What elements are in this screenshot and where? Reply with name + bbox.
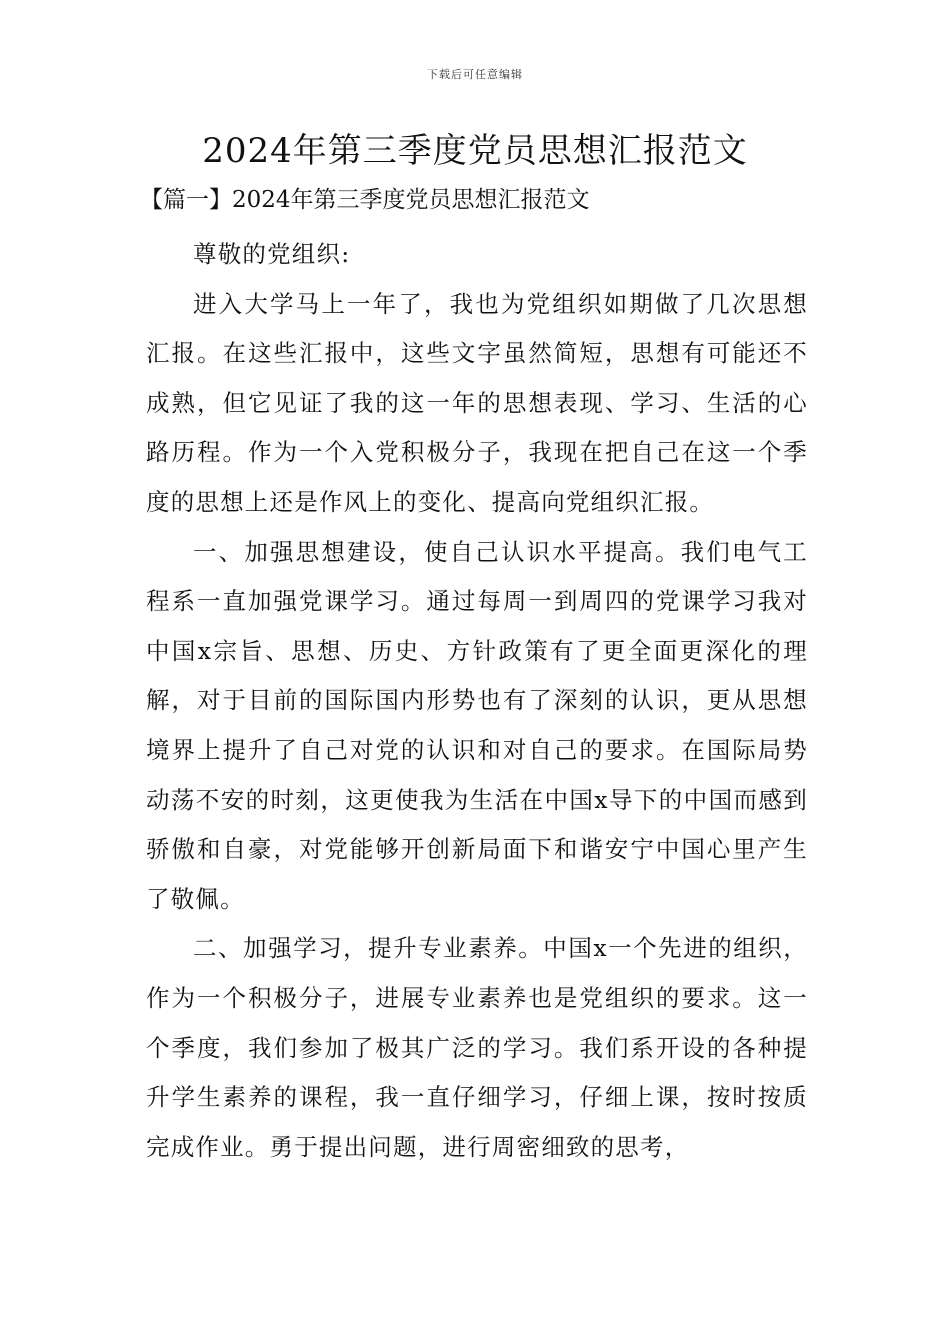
body-paragraph: 二、加强学习，提升专业素养。中国x一个先进的组织，作为一个积极分子，进展专业素养也是党组织的要求。这一个季度，我们参加了极其广泛的学习。我们系开设的各种提升学生素养的课程，我一直仔细学习，仔细上课，按时按质完成作业。勇于提出问题，进行周密细致的思考， (146, 934, 808, 1161)
body-paragraph: 进入大学马上一年了，我也为党组织如期做了几次思想汇报。在这些汇报中，这些文字虽然简短，思想有可能还不成熟，但它见证了我的这一年的思想表现、学习、生活的心路历程。作为一个入党积极分子，我现在把自己在这一个季度的思想上还是作风上的变化、提高向党组织汇报。 (146, 289, 808, 516)
body-paragraph: 一、加强思想建设，使自己认识水平提高。我们电气工程系一直加强党课学习。通过每周一到周四的党课学习我对中国x宗旨、思想、历史、方针政策有了更全面更深化的理解，对于目前的国际国内形势也有了深刻的认识，更从思想境界上提升了自己对党的认识和对自己的要求。在国际局势动荡不安的时刻，这更使我为生活在中国x导下的中国而感到骄傲和自豪，对党能够开创新局面下和谐安宁中国心里产生了敬佩。 (146, 537, 808, 913)
document-body (146, 230, 808, 1172)
header-note: 下载后可任意编辑 (427, 68, 523, 81)
salutation-paragraph: 尊敬的党组织: (193, 240, 351, 268)
document-title: 2024年第三季度党员思想汇报范文 (202, 131, 748, 171)
section-heading: 【篇一】2024年第三季度党员思想汇报范文 (140, 187, 590, 213)
